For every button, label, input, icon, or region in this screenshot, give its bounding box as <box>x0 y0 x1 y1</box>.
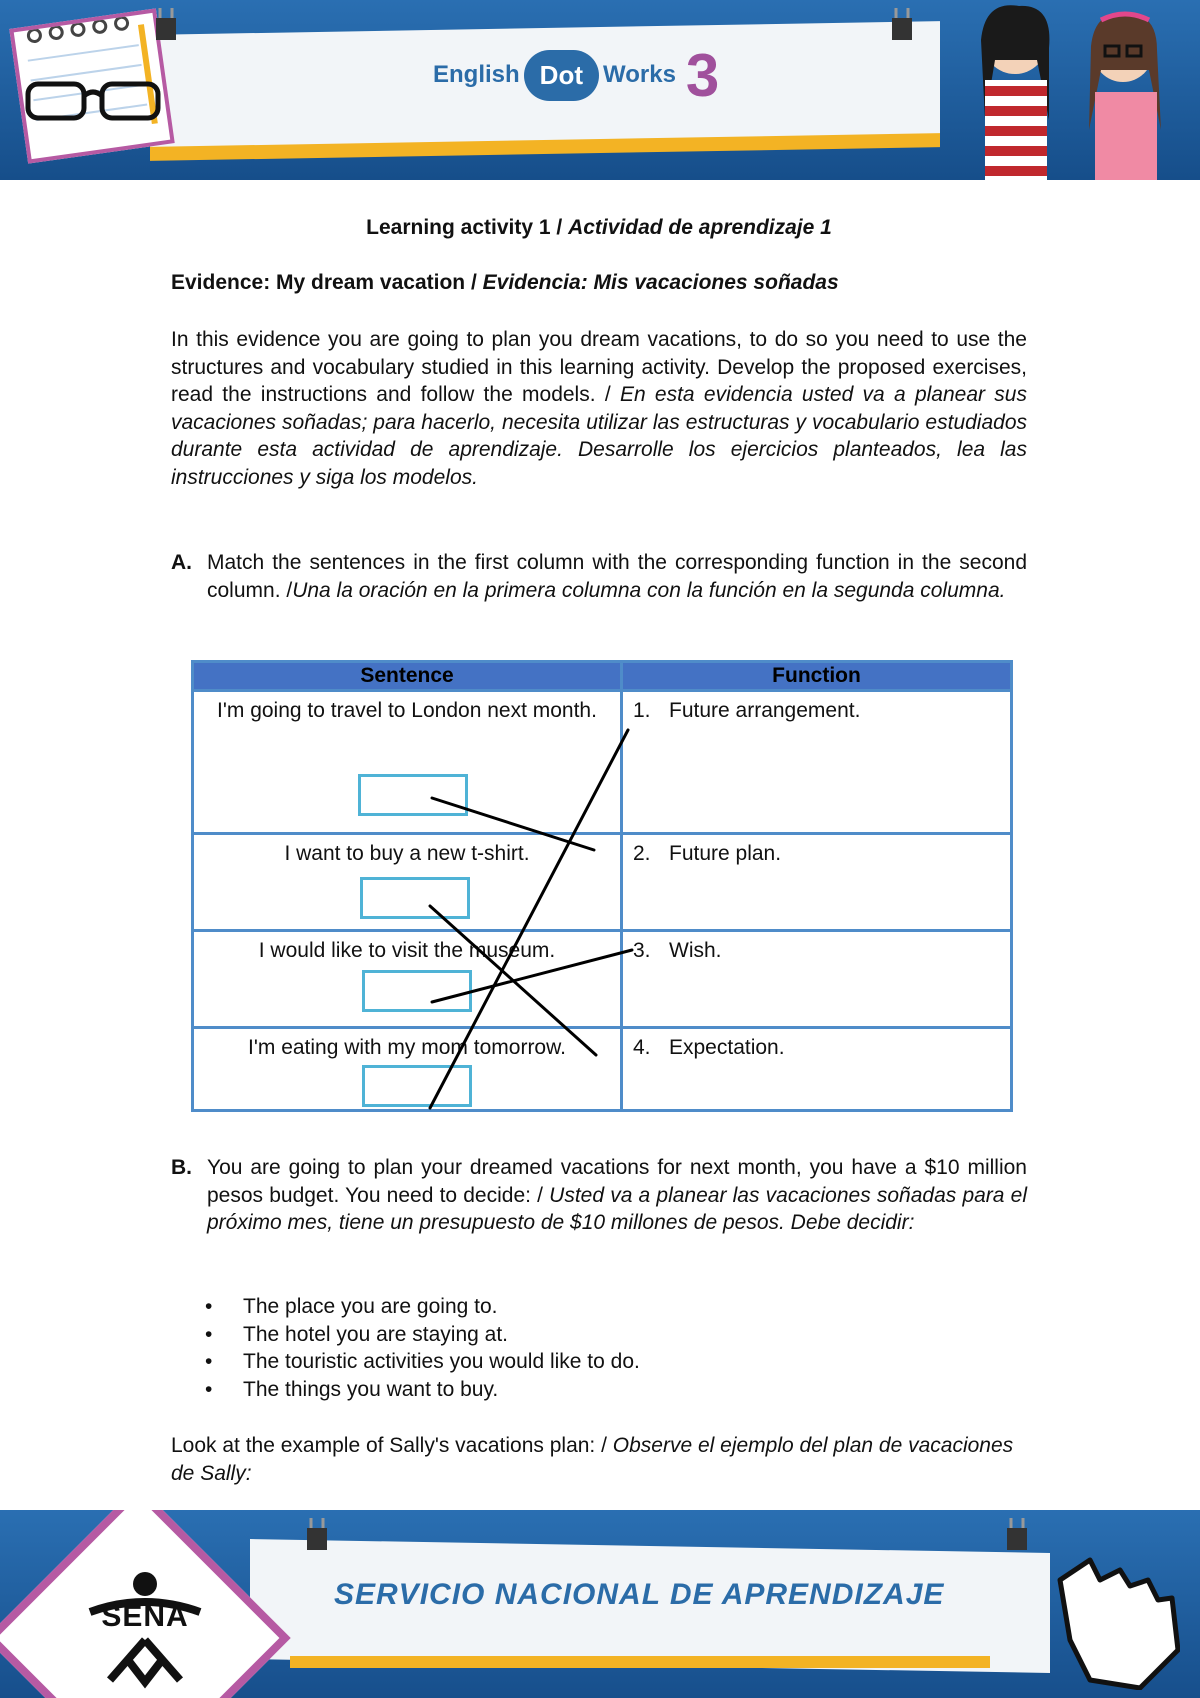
answer-box[interactable] <box>358 774 468 816</box>
pointing-hand-icon <box>1040 1540 1180 1690</box>
binder-clip-icon <box>1003 1514 1031 1554</box>
sentence-text: I would like to visit the museum. <box>258 939 556 962</box>
example-spanish: Observe el ejemplo del plan de vacaciones de Sally: <box>171 1434 1014 1485</box>
sena-logo <box>70 1570 220 1695</box>
logo-word-works: Works <box>603 61 676 88</box>
students-illustration-icon <box>945 0 1200 180</box>
function-text: Future plan. <box>669 842 782 865</box>
title-separator: / <box>550 216 569 239</box>
list-item <box>205 1348 640 1376</box>
sentence-text: I'm going to travel to London next month. <box>217 699 597 722</box>
list-item <box>205 1376 640 1404</box>
list-item-text: The things you want to buy. <box>243 1377 499 1401</box>
organization-name: SERVICIO NACIONAL DE APRENDIZAJE <box>334 1578 945 1611</box>
bullet-icon: • <box>205 1322 213 1346</box>
answer-box[interactable] <box>362 970 472 1012</box>
table-row <box>193 931 1012 1028</box>
matching-table <box>191 660 1010 1123</box>
function-number: 4. <box>633 1036 651 1059</box>
table-header-function: Function <box>622 662 1012 691</box>
sentence-cell <box>193 691 622 834</box>
answer-box[interactable] <box>362 1065 472 1107</box>
section-a-instructions <box>171 549 1027 604</box>
function-text: Wish. <box>669 939 722 962</box>
table-row <box>193 834 1012 931</box>
section-a-english: Match the sentences in the first column with the corresponding function in the second column. / <box>207 551 1027 602</box>
sentence-text: I'm eating with my mom tomorrow. <box>248 1036 566 1059</box>
evidence-separator: / <box>465 271 483 294</box>
footer-banner <box>0 1510 1200 1698</box>
page-title <box>171 216 1027 240</box>
header-banner <box>0 0 1200 180</box>
evidence-heading <box>171 271 1027 295</box>
logo-number: 3 <box>685 41 720 109</box>
logo-word-english: English <box>433 61 520 88</box>
answer-box[interactable] <box>360 877 470 919</box>
title-spanish: Actividad de aprendizaje 1 <box>568 216 832 239</box>
binder-clip-icon <box>152 4 180 44</box>
sena-logo-text: SENA <box>101 1600 189 1633</box>
function-cell <box>622 691 1012 834</box>
section-b-letter: B. <box>171 1156 192 1179</box>
list-item-text: The place you are going to. <box>243 1295 498 1318</box>
section-b-spanish: Usted va a planear las vacaciones soñadas para el próximo mes, tiene un presupuesto de $10 millones de pesos. Debe decidir: <box>207 1183 1027 1235</box>
table-row <box>193 1028 1012 1111</box>
section-a-spanish: Una la oración en la primera columna con la función en la segunda columna. <box>292 578 1006 602</box>
binder-clip-icon <box>888 4 916 44</box>
sentence-cell <box>193 1028 622 1111</box>
function-text: Expectation. <box>669 1036 785 1059</box>
evidence-english: Evidence: My dream vacation <box>171 271 466 294</box>
logo-word-dot: Dot <box>524 50 599 101</box>
intro-paragraph <box>171 326 1027 492</box>
function-number: 1. <box>633 699 651 722</box>
intro-english: In this evidence you are going to plan you dream vacations, to do so you need to use the structures and vocabulary studied in this learning activity. Develop the proposed exercises, read the instructions and follow the models. / <box>171 328 1027 407</box>
sentence-cell <box>193 834 622 931</box>
sentence-text: I want to buy a new t-shirt. <box>284 842 530 865</box>
english-dot-works-logo <box>433 40 719 110</box>
title-english: Learning activity 1 <box>366 216 551 239</box>
section-b-instructions <box>171 1154 1027 1237</box>
bullet-icon: • <box>205 1295 213 1318</box>
function-number: 2. <box>633 842 651 865</box>
bullet-icon: • <box>205 1377 213 1401</box>
bullet-icon: • <box>205 1350 213 1374</box>
binder-clip-icon <box>303 1514 331 1554</box>
table-header-sentence: Sentence <box>193 662 622 691</box>
decision-list <box>205 1293 640 1403</box>
list-item <box>205 1321 640 1349</box>
function-cell <box>622 931 1012 1028</box>
table-header-row <box>193 662 1012 691</box>
footer-ribbon-accent <box>290 1656 990 1668</box>
function-cell <box>622 834 1012 931</box>
function-number: 3. <box>633 939 651 962</box>
sentence-cell <box>193 931 622 1028</box>
eyeglasses-icon <box>20 70 170 130</box>
function-cell <box>622 1028 1012 1111</box>
section-b-english: You are going to plan your dreamed vacations for next month, you have a $10 million pesos budget. You need to decide: / <box>207 1156 1027 1207</box>
evidence-spanish: Evidencia: Mis vacaciones soñadas <box>482 271 839 294</box>
section-a-letter: A. <box>171 551 192 574</box>
list-item <box>205 1293 640 1321</box>
list-item-text: The hotel you are staying at. <box>243 1322 508 1346</box>
example-english: Look at the example of Sally's vacations plan: / <box>171 1434 613 1457</box>
example-paragraph <box>171 1432 1027 1487</box>
list-item-text: The touristic activities you would like to do. <box>243 1350 640 1374</box>
function-text: Future arrangement. <box>669 699 861 722</box>
table-row <box>193 691 1012 834</box>
intro-spanish: En esta evidencia usted va a planear sus vacaciones soñadas; para hacerlo, necesita utilizar las estructuras y vocabulario estudiados durante esta actividad de aprendizaje. Desarrolle los ejercicios planteados, lea las instrucciones y siga los modelos. <box>171 383 1027 489</box>
